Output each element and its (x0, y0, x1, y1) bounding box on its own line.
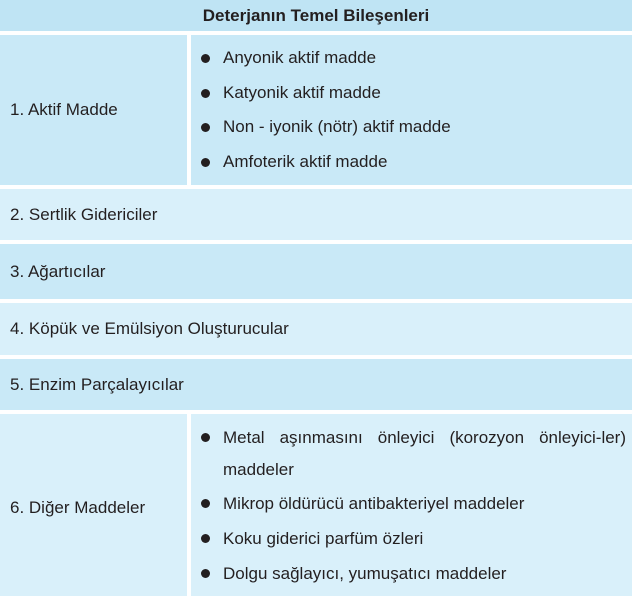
list-item: Anyonik aktif madde (201, 41, 626, 76)
row-label: 4. Köpük ve Emülsiyon Oluşturucular (10, 319, 289, 338)
row-label: 1. Aktif Madde (10, 100, 118, 119)
bullet-icon (201, 433, 210, 442)
table-row (0, 244, 632, 299)
bullet-icon (201, 158, 210, 167)
row-label: 2. Sertlik Gidericiler (10, 205, 158, 224)
column-divider (187, 35, 191, 185)
bullet-icon (201, 534, 210, 543)
list-item: Mikrop öldürücü antibakteriyel maddeler (201, 486, 626, 521)
bullet-icon (201, 569, 210, 578)
list-item: Metal aşınmasını önleyici (korozyon önleyici-ler) maddeler (201, 422, 626, 486)
row-label: 5. Enzim Parçalayıcılar (10, 375, 184, 394)
column-divider (187, 414, 191, 596)
table-row (0, 303, 632, 355)
bullet-icon (201, 123, 210, 132)
bullet-icon (201, 89, 210, 98)
table-row (0, 359, 632, 410)
bullet-icon (201, 499, 210, 508)
bullet-icon (201, 54, 210, 63)
row-label: 3. Ağartıcılar (10, 262, 106, 281)
list-item: Koku giderici parfüm özleri (201, 521, 626, 556)
list-item: Katyonik aktif madde (201, 76, 626, 111)
row-label: 6. Diğer Maddeler (10, 498, 146, 517)
bullet-list (201, 41, 626, 179)
list-item: Dolgu sağlayıcı, yumuşatıcı maddeler (201, 556, 626, 591)
table-row (0, 35, 632, 185)
table-row (0, 189, 632, 240)
list-item: Non - iyonik (nötr) aktif madde (201, 110, 626, 145)
table-title: Deterjanın Temel Bileşenleri (0, 0, 632, 31)
bullet-list (201, 422, 626, 591)
table-row (0, 414, 632, 596)
list-item: Amfoterik aktif madde (201, 145, 626, 180)
